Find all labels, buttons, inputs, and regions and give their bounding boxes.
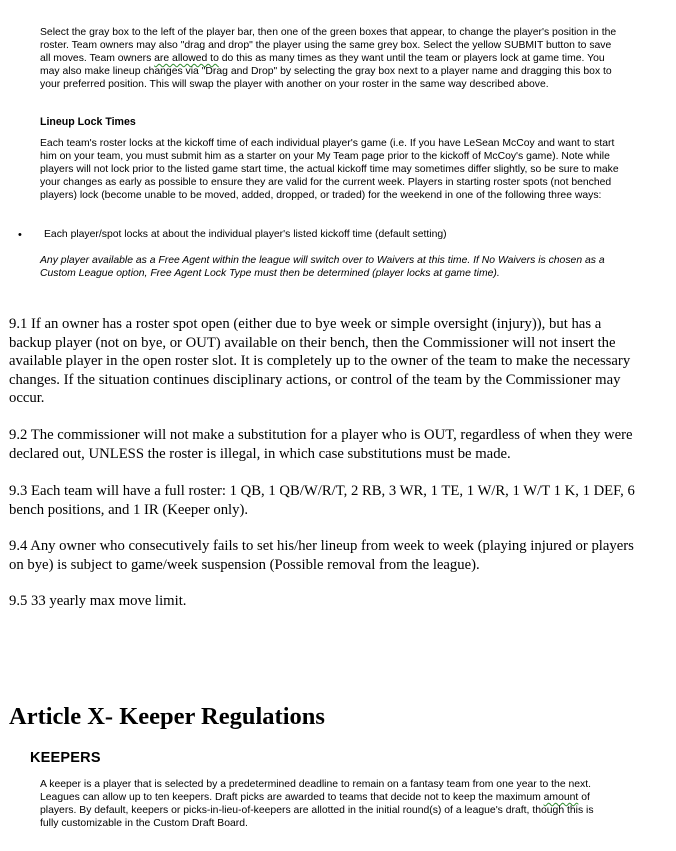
spelling-flagged-word: amount <box>543 791 579 803</box>
lineup-lock-paragraph: Each team's roster locks at the kickoff time of each individual player's game (i.e. If you have LeSean McCoy and want to start him on your team, you must submit him as a starter on your My Team page prior to the kickoff of McCoy's game). Note while players will not lock prior to the listed game start time, the actual kickoff time may sometimes differ slightly, so be sure to make your changes as early as possible to ensure they are valid for the current week. Players in starting roster spots (not benched players) lock (become unable to be moved, added, dropped, or traded) for the weekend in one of the following three ways: <box>40 138 619 201</box>
keepers-paragraph <box>40 779 610 831</box>
bullet-icon: • <box>18 229 22 241</box>
article-title: Article X- Keeper Regulations <box>9 703 325 730</box>
rule-9-5: 9.5 33 yearly max move limit. <box>9 593 187 609</box>
free-agent-note: Any player available as a Free Agent within the league will switch over to Waivers at this time. If No Waivers is chosen as a Custom League option, Free Agent Lock Type must then be determined (player locks at game time). <box>40 255 605 279</box>
grammar-flagged-phrase: are allowed to <box>154 52 219 64</box>
roster-instructions-lead: Select the gray box to the left of the player bar, then one of the green boxes that appear, to change the player's position in the roster. Team owners may also "drag and drop" the player using the same grey box. Select the yellow SUBMIT button to save all moves. Team owners <box>40 27 617 64</box>
rule-9-2: 9.2 The commissioner will not make a substitution for a player who is OUT, regardless of when they were declared out, UNLESS the roster is illegal, in which case substitutions must be made. <box>9 427 633 462</box>
rule-9-3: 9.3 Each team will have a full roster: 1 QB, 1 QB/W/R/T, 2 RB, 3 WR, 1 TE, 1 W/R, 1 W/T 1 K, 1 DEF, 6 bench positions, and 1 IR (Keeper only). <box>9 483 635 518</box>
keepers-tail: of players. By default, keepers or picks-in-lieu-of-keepers are allotted in the initial round(s) of a league's draft, though this is fully customizable in the Custom Draft Board. <box>40 791 594 829</box>
roster-instructions-tail: do this as many times as they want until the team or players lock at game time. You may also make lineup changes via "Drag and Drop" by selecting the gray box next to a player name and dragging this box to your preferred position. This will swap the player with another on your roster in the same way described above. <box>40 52 612 90</box>
lineup-lock-heading: Lineup Lock Times <box>40 116 136 128</box>
rule-9-1: 9.1 If an owner has a roster spot open (either due to bye week or simple oversight (injury)), but has a backup player (not on bye, or OUT) available on their bench, then the Commissioner will not insert the available player in the open roster slot. It is completely up to the owner of the team to make the necessary changes. If the situation continues disciplinary actions, or control of the team by the Commissioner may occur. <box>9 316 631 406</box>
keepers-lead: A keeper is a player that is selected by a predetermined deadline to remain on a fantasy team from one year to the next. Leagues can allow up to ten keepers. Draft picks are awarded to teams that decide not to keep the maximum <box>40 779 592 803</box>
roster-instructions-paragraph <box>40 27 620 92</box>
keepers-heading: KEEPERS <box>30 750 101 766</box>
rule-9-4: 9.4 Any owner who consecutively fails to set his/her lineup from week to week (playing injured or players on bye) is subject to game/week suspension (Possible removal from the league). <box>9 538 634 573</box>
bullet-text: Each player/spot locks at about the individual player's listed kickoff time (default setting) <box>44 229 447 240</box>
